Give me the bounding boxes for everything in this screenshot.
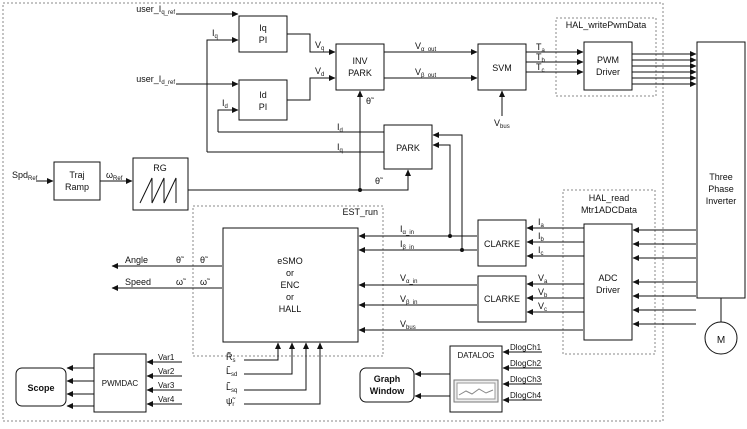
- svg-text:ADC: ADC: [598, 273, 618, 283]
- graph-window-block: [360, 368, 414, 402]
- svg-text:CLARKE: CLARKE: [483, 294, 521, 304]
- iq-pi-block: [239, 16, 287, 52]
- omega-out-label-2: ω̃: [200, 277, 208, 287]
- svm-block: [478, 44, 526, 90]
- angle-label: Angle: [125, 255, 149, 265]
- svg-text:Inverter: Inverter: [705, 196, 737, 206]
- clarke-top-block: [478, 220, 526, 266]
- svg-text:PI: PI: [258, 102, 268, 112]
- hal-read-label-1: HAL_read: [588, 193, 630, 203]
- iq-feedback-label: $I_q$: [212, 28, 218, 40]
- svg-text:or: or: [285, 268, 295, 278]
- valpha-in-label: $V_{\alpha\_in}$: [400, 273, 418, 285]
- dlogch2-label: DlogCh2: [510, 359, 542, 368]
- svg-text:DATALOG: DATALOG: [457, 351, 495, 360]
- dlogch3-label: DlogCh3: [510, 375, 542, 384]
- svg-text:Phase: Phase: [708, 184, 734, 194]
- theta-park-label: θ̃: [375, 176, 381, 186]
- pwmdac-block: [94, 354, 146, 412]
- svg-text:PARK: PARK: [348, 68, 372, 78]
- user-id-ref-label: $user\_I_{d\_ref}$: [136, 74, 175, 86]
- speed-label: Speed: [125, 277, 152, 287]
- svg-text:RG: RG: [153, 163, 167, 173]
- var3-label: Var3: [158, 381, 175, 390]
- park-id-label: $I_d$: [337, 122, 343, 134]
- svg-text:Traj: Traj: [69, 170, 85, 180]
- tb-label: $T_b$: [536, 52, 545, 64]
- svg-text:PWM: PWM: [597, 55, 619, 65]
- svg-text:or: or: [285, 292, 295, 302]
- pwm-driver-block: [584, 42, 632, 90]
- id-pi-block: [239, 80, 287, 120]
- est-input-r-label: $R̃_s$: [226, 352, 236, 364]
- ib-label: $I_b$: [538, 231, 544, 243]
- datalog-block: [450, 346, 502, 412]
- svg-text:Driver: Driver: [596, 67, 620, 77]
- omega-out-label-1: ω̃: [176, 277, 184, 287]
- user-iq-ref-label: $user\_I_{q\_ref}$: [136, 4, 175, 16]
- svg-text:Iq: Iq: [259, 23, 267, 33]
- adc-driver-block: [584, 224, 632, 340]
- inv-park-block: [336, 44, 384, 90]
- est-input-lsq-label: $L̃_{sq}$: [226, 382, 238, 394]
- junction-dots: [358, 188, 464, 252]
- ibeta-in-label: $I_{\beta\_in}$: [400, 239, 414, 251]
- svg-text:Window: Window: [369, 386, 405, 396]
- svg-text:PI: PI: [258, 35, 268, 45]
- svg-text:HALL: HALL: [278, 304, 302, 314]
- inverter-block: [697, 42, 745, 298]
- theta-invpark-label: θ̃: [366, 96, 372, 106]
- dlogch4-label: DlogCh4: [510, 391, 542, 400]
- vbeta-out-label: $V_{\beta\_out}$: [415, 67, 437, 79]
- svg-text:PARK: PARK: [396, 143, 420, 153]
- ialpha-in-label: $I_{\alpha\_in}$: [400, 224, 414, 236]
- var2-label: Var2: [158, 367, 175, 376]
- ta-label: $T_a$: [536, 42, 545, 54]
- est-input-lsd-label: $L̃_{sd}$: [226, 366, 238, 378]
- tc-label: $T_c$: [536, 62, 545, 74]
- vbus-svm-label: $V_{bus}$: [494, 118, 510, 130]
- theta-out-label-2: θ̃: [200, 255, 206, 265]
- svg-text:Ramp: Ramp: [64, 182, 90, 192]
- estimator-block: [223, 228, 358, 342]
- ic-label: $I_c$: [538, 245, 544, 257]
- svg-text:SVM: SVM: [492, 63, 512, 73]
- svg-text:M: M: [716, 335, 726, 346]
- svg-text:CLARKE: CLARKE: [483, 239, 521, 249]
- pwmdac-input-labels: [158, 353, 175, 404]
- svg-text:Three: Three: [709, 172, 733, 182]
- datalog-input-labels: [510, 343, 542, 400]
- park-block: [384, 125, 432, 169]
- svg-text:Id: Id: [259, 90, 267, 100]
- svg-text:Driver: Driver: [596, 285, 620, 295]
- vbus-in-label: $V_{bus}$: [400, 319, 416, 331]
- theta-out-label-1: θ̃: [176, 255, 182, 265]
- rg-block: [133, 158, 188, 210]
- spd-ref-label: Spd$_{Ref}$: [12, 170, 38, 182]
- scope-block: [16, 368, 66, 406]
- est-run-label: EST_run: [342, 207, 378, 217]
- var4-label: Var4: [158, 395, 175, 404]
- traj-ramp-block: [54, 162, 100, 200]
- dlogch1-label: DlogCh1: [510, 343, 542, 352]
- va-label: $V_a$: [538, 273, 548, 285]
- svg-text:Graph: Graph: [373, 374, 401, 384]
- valpha-out-label: $V_{\alpha\_out}$: [415, 41, 437, 53]
- clarke-bottom-block: [478, 276, 526, 322]
- var1-label: Var1: [158, 353, 175, 362]
- vd-label: $V_d$: [315, 66, 325, 78]
- vc-label: $V_c$: [538, 301, 548, 313]
- hal-read-label-2: Mtr1ADCData: [580, 205, 638, 215]
- svg-text:PWMDAC: PWMDAC: [101, 379, 139, 388]
- park-iq-label: $I_q$: [337, 142, 343, 154]
- svg-text:Scope: Scope: [27, 383, 55, 393]
- motor-symbol: [705, 298, 737, 354]
- ia-label: $I_a$: [538, 217, 544, 229]
- id-feedback-label: $I_d$: [222, 98, 228, 110]
- svg-text:eSMO: eSMO: [277, 256, 303, 266]
- vq-label: $V_q$: [315, 40, 325, 52]
- svg-text:ENC: ENC: [280, 280, 300, 290]
- vb-label: $V_b$: [538, 287, 548, 299]
- svg-text:INV: INV: [352, 56, 368, 66]
- hal-write-label: HAL_writePwmData: [565, 20, 647, 30]
- vbeta-in-label: $V_{\beta\_in}$: [400, 294, 418, 306]
- omega-ref-label: $\omega_{Ref}$: [106, 170, 123, 182]
- est-input-psi-label: $\psĩ_r$: [226, 396, 235, 408]
